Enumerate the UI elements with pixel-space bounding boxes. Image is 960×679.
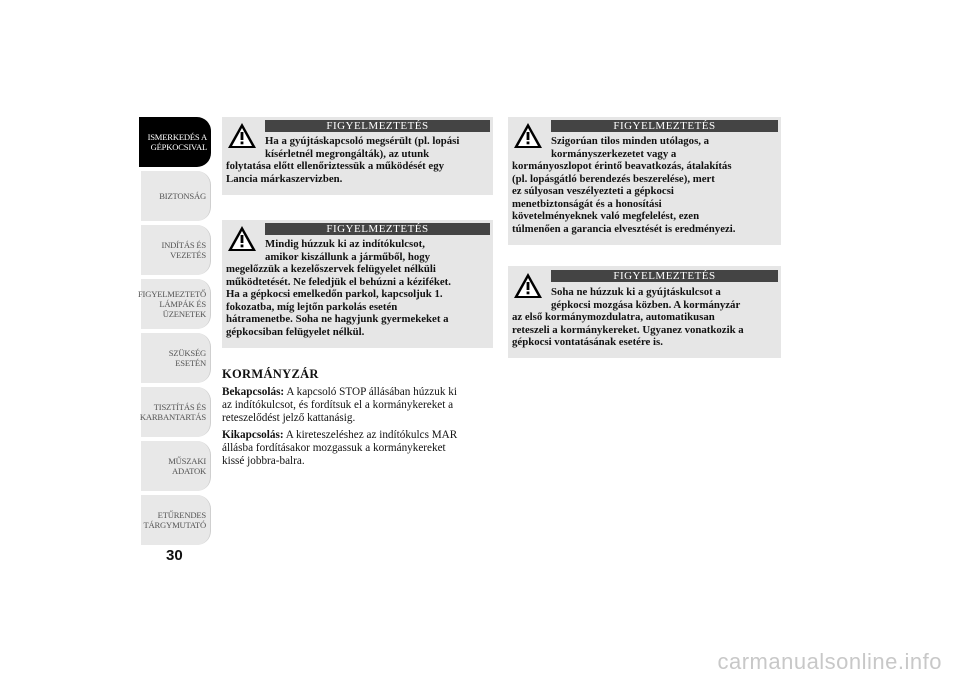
warning-box (222, 117, 493, 195)
warning-box (508, 266, 781, 358)
warning-triangle-icon (227, 225, 257, 252)
paragraph-bekapcsolas (222, 386, 494, 425)
paragraph-term: Bekapcsolás: (222, 386, 285, 398)
paragraph-text: A kapcsoló STOP állásában húzzuk ki az indítókulcsot, és fordítsuk el a kormánykereket a reteszelődést jelző kattanásig. (222, 386, 457, 424)
paragraph-text: A kireteszeléshez az indítókulcs MAR állásba fordításakor mozgassuk a kormánykereket kissé jobbra-balra. (222, 429, 458, 467)
tab-szukseg[interactable] (141, 333, 211, 383)
tab-biztonsag[interactable] (141, 171, 211, 221)
page-number: 30 (166, 547, 183, 564)
warning-box (222, 220, 493, 348)
warning-body-text: folytatása előtt ellenőriztessük a működését egy Lancia márkaszervizben. (226, 160, 445, 185)
section-title: KORMÁNYZÁR (222, 367, 319, 381)
tab-inditas[interactable] (141, 225, 211, 275)
warning-lead-text: Mindig húzzuk ki az indítókulcsot, amikor kiszállunk a járműből, hogy (265, 238, 431, 263)
tab-label: SZÜKSÉG ESETÉN (168, 348, 206, 368)
warning-body-text: megelőzzük a kezelőszervek felügyelet nélküli működtetését. Ne feledjük el behúzni a kéziféket. Ha a gépkocsi emelkedőn parkol, kapcsoljuk 1. fokozatba, míg lejtőn parkolás esetén hátramenetbe. Soha ne hagyjunk gyermekeket a gépkocsiban felügyelet nélkül. (226, 263, 451, 338)
tab-label: TISZTÍTÁS ÉS KARBANTARTÁS (139, 402, 206, 422)
tab-label: ISMERKEDÉS A GÉPKOCSIVAL (147, 132, 207, 152)
warning-triangle-icon (227, 122, 257, 149)
warning-body-text: kormányoszlopot érintő beavatkozás, átalakítás (pl. lopásgátló berendezés beszerelése), mert ez súlyosan veszélyezteti a gépkocsi menetbiztonságát és a honosítási követelményeknek való megfelelést, ezen túlmenően a garancia elvesztését is eredményezi. (512, 160, 736, 235)
paragraph-kikapcsolas (222, 429, 494, 468)
warning-heading: FIGYELMEZTETÉS (265, 120, 490, 132)
warning-lead-text: Szigorúan tilos minden utólagos, a kormányszerkezetet vagy a (551, 135, 710, 160)
warning-box (508, 117, 781, 245)
tab-label: FIGYELMEZTETŐ LÁMPÁK ÉS ÜZENETEK (137, 289, 206, 319)
tab-tisztitas[interactable] (141, 387, 211, 437)
tab-ismerkedes[interactable] (139, 117, 211, 167)
tab-targymutato[interactable] (141, 495, 211, 545)
warning-lead-text: Soha ne húzzuk ki a gyújtáskulcsot a gépkocsi mozgása közben. A kormányzár (551, 286, 741, 311)
tab-muszaki[interactable] (141, 441, 211, 491)
warning-triangle-icon (513, 272, 543, 299)
warning-body-text: az első kormánymozdulatra, automatikusan reteszeli a kormánykereket. Ugyanez vonatkozik a gépkocsi vontatásának esetére is. (512, 311, 744, 349)
warning-lead-text: Ha a gyújtáskapcsoló megsérült (pl. lopási kísérletnél megrongálták), az utunk (265, 135, 460, 160)
tab-label: INDÍTÁS ÉS VEZETÉS (161, 240, 206, 260)
tab-label: BIZTONSÁG (159, 191, 206, 201)
warning-heading: FIGYELMEZTETÉS (265, 223, 490, 235)
paragraph-term: Kikapcsolás: (222, 429, 284, 441)
warning-heading: FIGYELMEZTETÉS (551, 120, 778, 132)
tab-label: MŰSZAKI ADATOK (168, 456, 206, 476)
warning-triangle-icon (513, 122, 543, 149)
tab-figyelmezteto[interactable] (137, 279, 211, 329)
tab-label: ETŰRENDES TÁRGYMUTATÓ (143, 510, 206, 530)
warning-heading: FIGYELMEZTETÉS (551, 270, 778, 282)
watermark: carmanualsonline.info (717, 649, 942, 674)
